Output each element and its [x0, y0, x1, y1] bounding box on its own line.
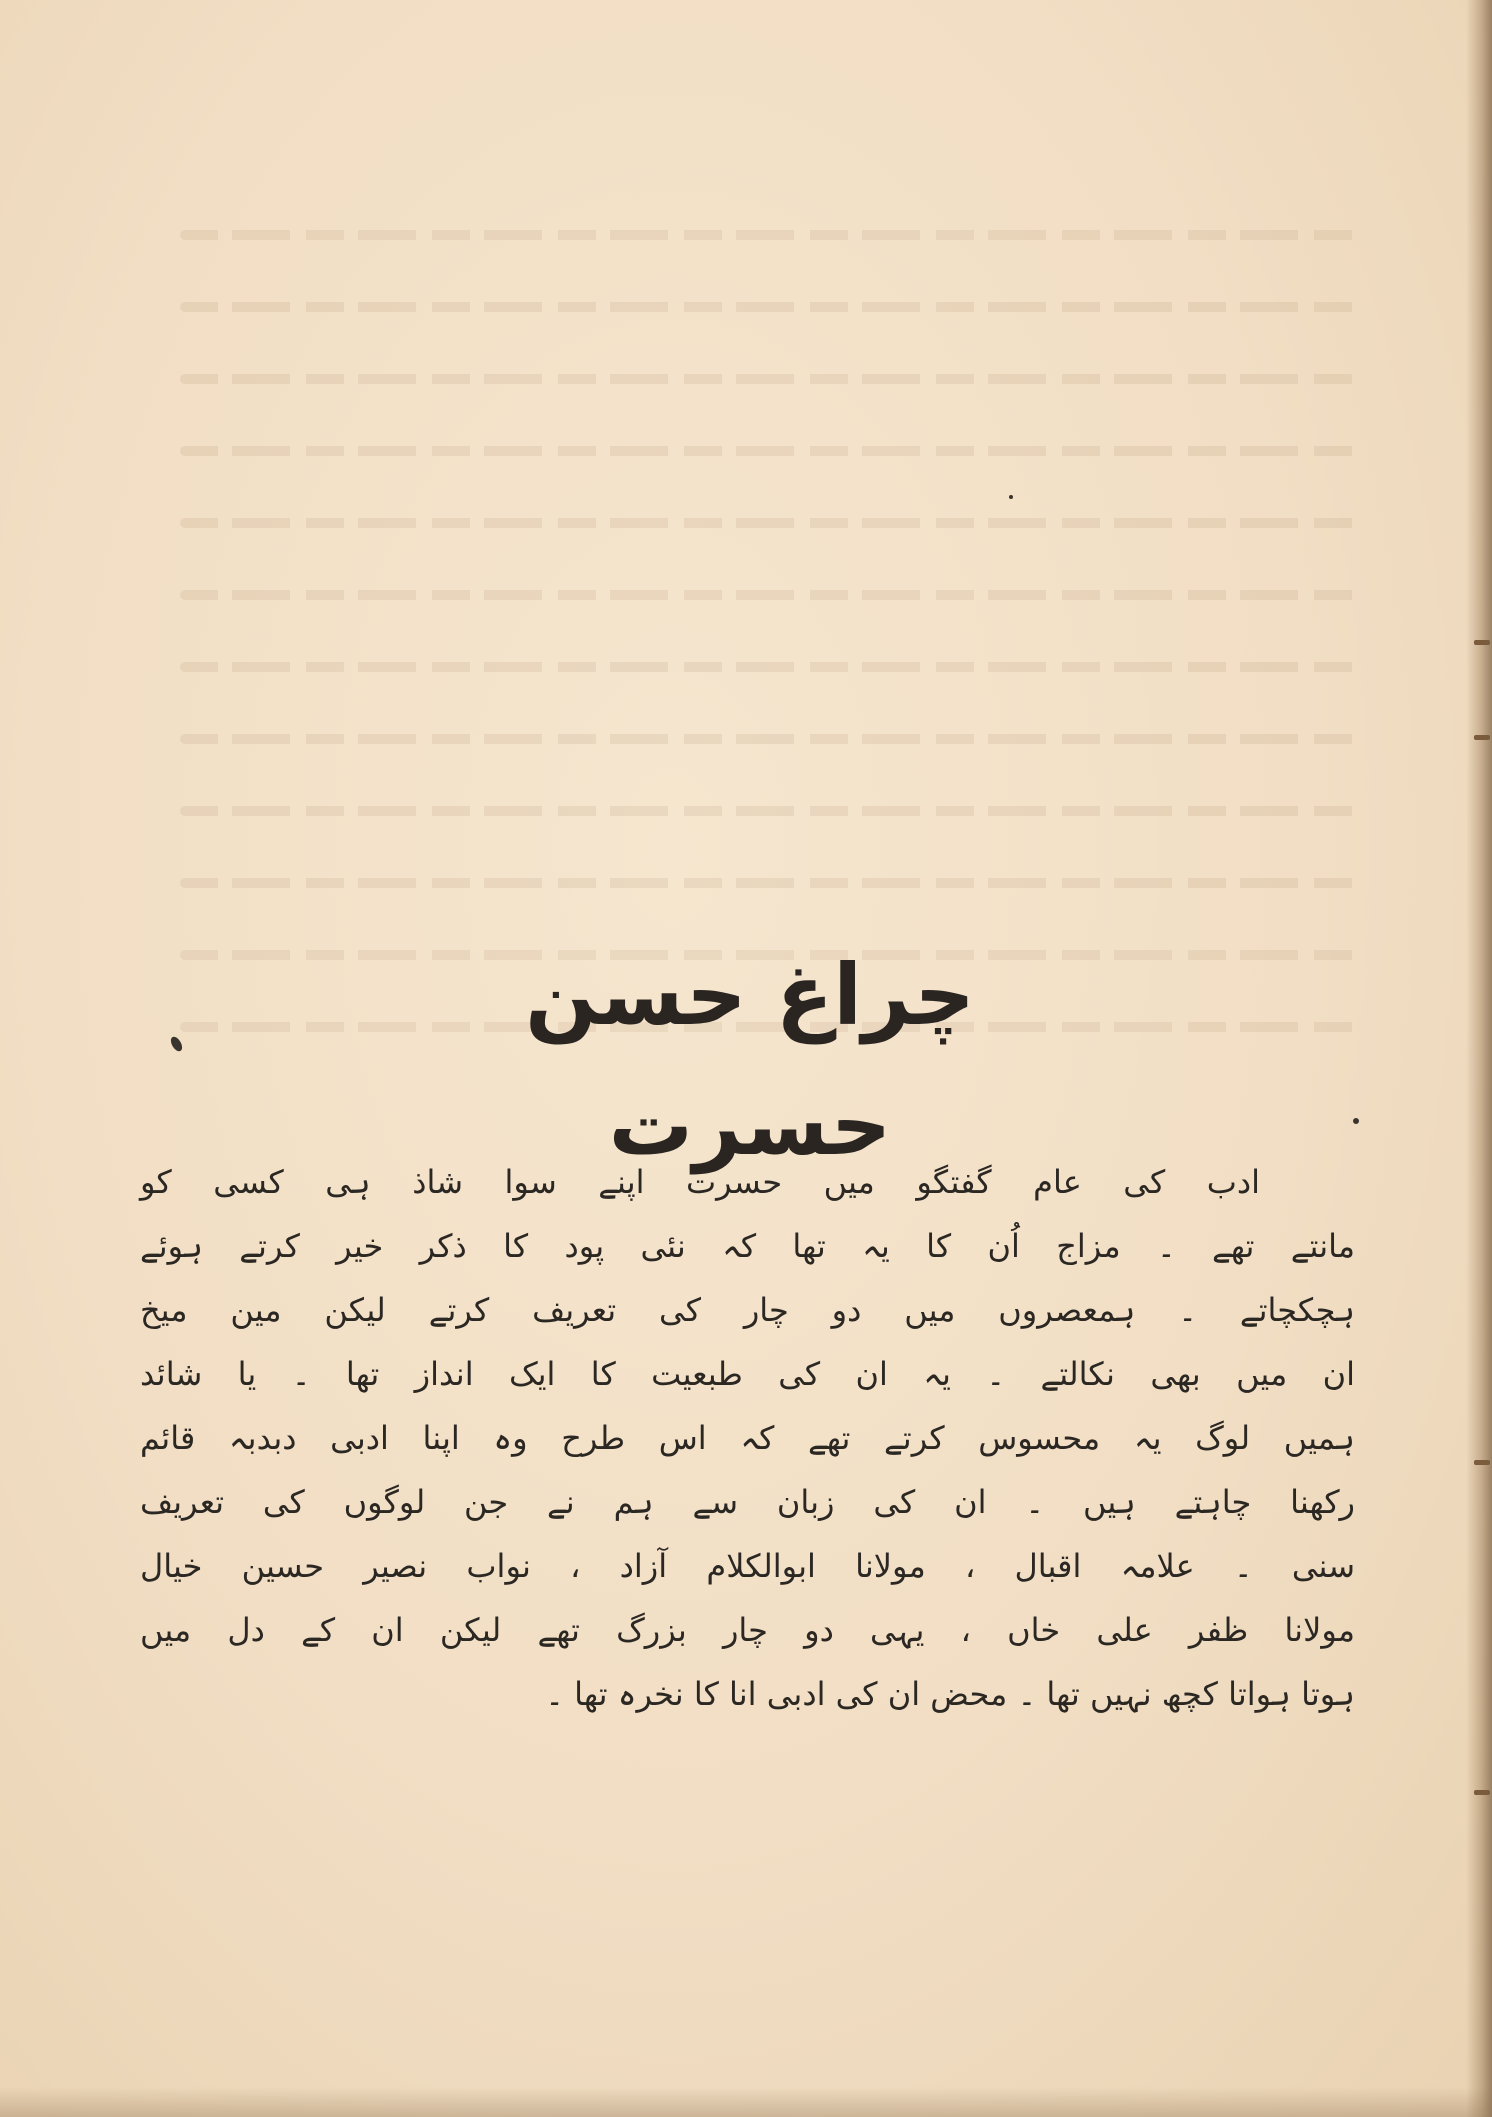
bleed-through-line	[180, 662, 1360, 672]
bleed-through-line	[180, 806, 1360, 816]
binding-mark	[1474, 735, 1490, 740]
paragraph-line: ہچکچاتے ۔ ہمعصروں میں دو چار کی تعریف کرتے لیکن مین میخ	[140, 1291, 1355, 1329]
paragraph-line: سنی ۔ علامہ اقبال ، مولانا ابوالکلام آزاد ، نواب نصیر حسین خیال	[140, 1547, 1355, 1585]
page-title: چراغ حسن حسرت	[525, 946, 975, 1174]
bleed-through-line	[180, 230, 1360, 240]
paragraph-line: مانتے تھے ۔ مزاج اُن کا یہ تھا کہ نئی پود کا ذکر خیر کرتے ہوئے	[140, 1227, 1355, 1265]
paragraph-line: ہوتا ہواتا کچھ نہیں تھا ۔ محض ان کی ادبی انا کا نخرہ تھا ۔	[545, 1675, 1355, 1713]
page-binding-edge	[1466, 0, 1492, 2117]
paragraph-line: ادب کی عام گفتگو میں حسرت اپنے سوا شاذ ہی کسی کو	[140, 1163, 1260, 1201]
bleed-through-line	[180, 446, 1360, 456]
binding-mark	[1474, 1460, 1490, 1465]
bleed-through-line	[180, 734, 1360, 744]
binding-mark	[1474, 1790, 1490, 1795]
ink-speck	[1353, 1118, 1359, 1124]
bleed-through-line	[180, 302, 1360, 312]
ink-speck	[1009, 495, 1013, 499]
bleed-through-line	[180, 518, 1360, 528]
paragraph-line: رکھنا چاہتے ہیں ۔ ان کی زبان سے ہم نے جن لوگوں کی تعریف	[140, 1483, 1355, 1521]
bleed-through-line	[180, 374, 1360, 384]
body-paragraph	[140, 1150, 1355, 1726]
binding-mark	[1474, 640, 1490, 645]
bleed-through-line	[180, 878, 1360, 888]
paragraph-line: ہمیں لوگ یہ محسوس کرتے تھے کہ اس طرح وہ اپنا ادبی دبدبہ قائم	[140, 1419, 1355, 1457]
paragraph-line: ان میں بھی نکالتے ۔ یہ ان کی طبعیت کا ایک انداز تھا ۔ یا شائد	[140, 1355, 1355, 1393]
paragraph-line: مولانا ظفر علی خاں ، یہی دو چار بزرگ تھے لیکن ان کے دل میں	[140, 1611, 1355, 1649]
page-bottom-edge	[0, 2087, 1492, 2117]
bleed-through-line	[180, 590, 1360, 600]
